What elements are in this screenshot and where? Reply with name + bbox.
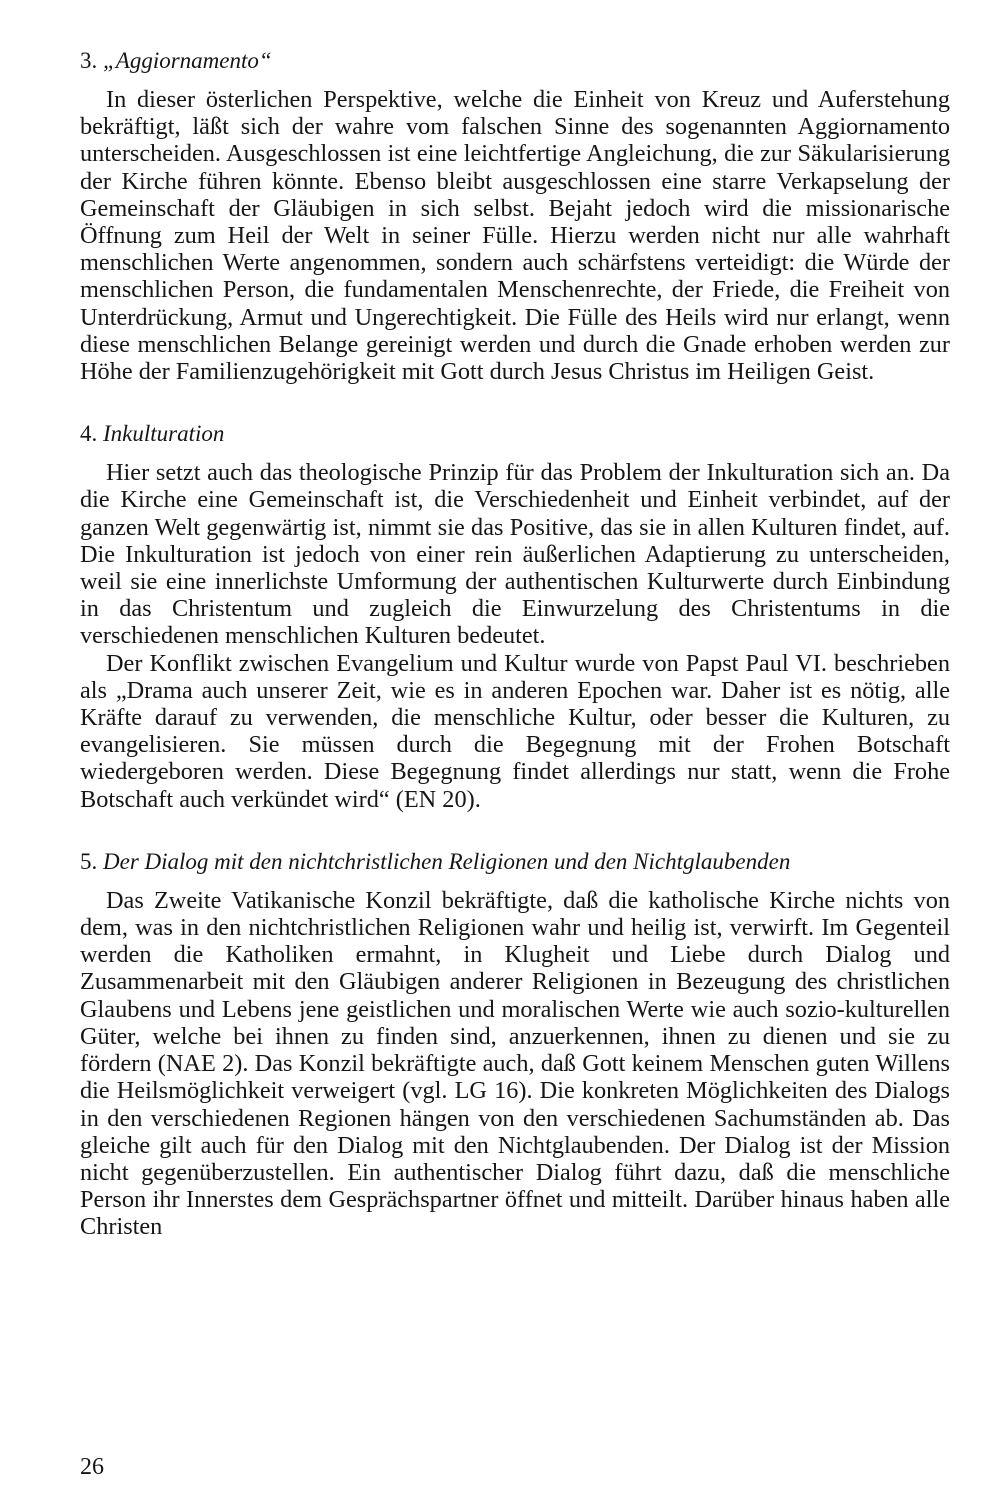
paragraph: Der Konflikt zwischen Evangelium und Kultur wurde von Papst Paul VI. beschrieben als „Drama auch unserer Zeit, wie es in anderen Epochen war. Daher ist es nötig, alle Kräfte darauf zu verwenden, die menschliche Kultur, oder besser die Kulturen, zu evangelisieren. Sie müssen durch die Begegnung mit der Frohen Botschaft wiedergeboren werden. Diese Begegnung findet allerdings nur statt, wenn die Frohe Botschaft auch verkündet wird“ (EN 20). (80, 649, 950, 813)
paragraph: Das Zweite Vatikanische Konzil bekräftigte, daß die katholische Kirche nichts von dem, was in den nichtchristlichen Religionen wahr und heilig ist, verwirft. Im Gegenteil werden die Katholiken ermahnt, in Klugheit und Liebe durch Dialog und Zusammenarbeit mit den Gläubigen anderer Religionen in Bezeugung des christlichen Glaubens und Lebens jene geistlichen und moralischen Werte wie auch sozio-kulturellen Güter, welche bei ihnen zu finden sind, anzuerkennen, ihnen zu dienen und sie zu fördern (NAE 2). Das Konzil bekräftigte auch, daß Gott keinem Menschen guten Willens die Heilsmöglichkeit verweigert (vgl. LG 16). Die konkreten Möglichkeiten des Dialogs in den verschiedenen Regionen hängen von den verschiedenen Sachumständen ab. Das gleiche gilt auch für den Dialog mit den Nichtglaubenden. Der Dialog ist der Mission nicht gegenüberzustellen. Ein authentischer Dialog führt dazu, daß die menschliche Person ihr Innerstes dem Gesprächspartner öffnet und mitteilt. Darüber hinaus haben alle Christen (80, 886, 950, 1241)
section-number: 5. (80, 848, 98, 874)
section-heading (80, 419, 950, 449)
section-number: 4. (80, 421, 98, 447)
section-inkulturation (80, 419, 950, 813)
section-heading (80, 847, 950, 877)
section-number: 3. (80, 48, 98, 73)
page-number: 26 (80, 1454, 104, 1480)
section-heading (80, 46, 950, 76)
section-aggiornamento (80, 46, 950, 385)
paragraph: In dieser österlichen Perspektive, welche die Einheit von Kreuz und Auferstehung bekräftigt, läßt sich der wahre vom falschen Sinne des sogenannten Aggiornamento unterscheiden. Ausgeschlossen ist eine leichtfertige Angleichung, die zur Säkularisierung der Kirche führen könnte. Ebenso bleibt ausgeschlossen eine starre Verkapselung der Gemeinschaft der Gläubigen in sich selbst. Bejaht jedoch wird die missionarische Öffnung zum Heil der Welt in seiner Fülle. Hierzu werden nicht nur alle wahrhaft menschlichen Werte angenommen, sondern auch schärfstens verteidigt: die Würde der menschlichen Person, die fundamentalen Menschenrechte, der Friede, die Freiheit von Unterdrückung, Armut und Ungerechtigkeit. Die Fülle des Heils wird nur erlangt, wenn diese menschlichen Belange gereinigt werden und durch die Gnade erhoben werden zur Höhe der Familienzugehörigkeit mit Gott durch Jesus Christus im Heiligen Geist. (80, 86, 950, 386)
page-body (80, 46, 950, 1241)
section-title: Der Dialog mit den nichtchristlichen Religionen und den Nichtglaubenden (103, 848, 791, 874)
section-dialog (80, 847, 950, 1241)
section-title: „Aggiornamento“ (103, 48, 272, 73)
paragraph: Hier setzt auch das theologische Prinzip für das Problem der Inkulturation sich an. Da die Kirche eine Gemeinschaft ist, die Verschiedenheit und Einheit verbindet, auf der ganzen Welt gegenwärtig ist, nimmt sie das Positive, das sie in allen Kulturen findet, auf. Die Inkulturation ist jedoch von einer rein äußerlichen Adaptierung zu unterscheiden, weil sie eine innerlichste Umformung der authentischen Kulturwerte durch Einbindung in das Christentum und zugleich die Einwurzelung des Christentums in die verschiedenen menschlichen Kulturen bedeutet. (80, 459, 950, 650)
section-title: Inkulturation (103, 421, 225, 447)
